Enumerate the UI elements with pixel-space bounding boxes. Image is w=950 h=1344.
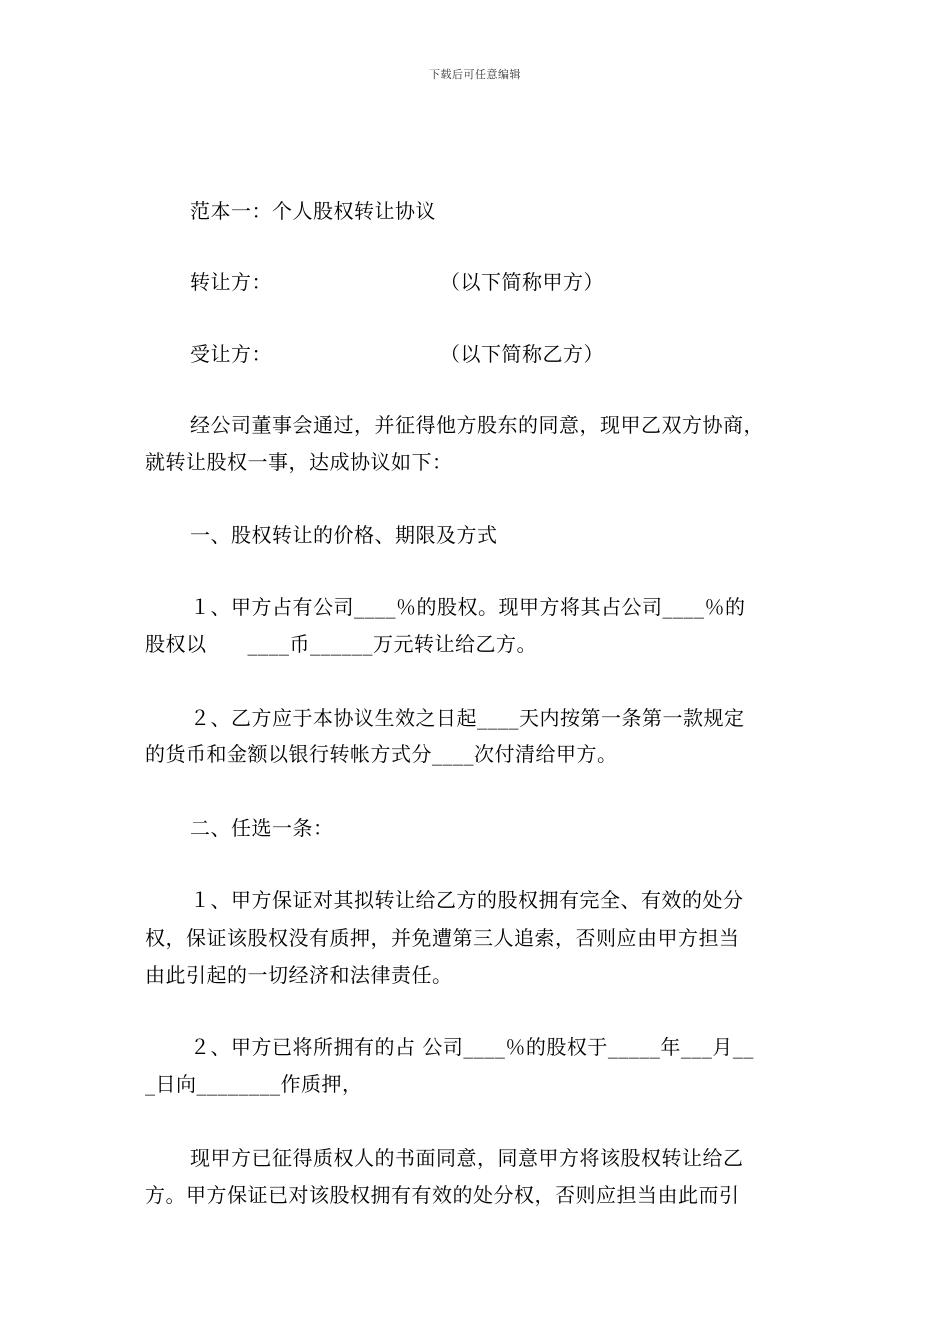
section2-item2-line-1: ２、甲方已将所拥有的占 公司____％的股权于_____年___月__ [190, 1035, 754, 1059]
transferee-label: 受让方： [190, 342, 272, 366]
transferee-note: （以下简称乙方） [440, 342, 604, 366]
transferor-label: 转让方： [190, 270, 272, 294]
section2-item1-line-2: 权，保证该股权没有质押，并免遭第三人追索，否则应由甲方担当 [145, 926, 740, 950]
intro-line-2: 就转让股权一事，达成协议如下： [145, 450, 453, 474]
section2-heading: 二、任选一条： [190, 816, 334, 840]
section2-para-line-2: 方。甲方保证已对该股权拥有有效的处分权，否则应担当由此而引 [145, 1183, 740, 1207]
header-note: 下载后可任意编辑 [429, 68, 521, 81]
section1-heading: 一、股权转让的价格、期限及方式 [190, 523, 498, 547]
transferor-note: （以下简称甲方） [440, 270, 604, 294]
section1-item1-line-2: 股权以 ____币______万元转让给乙方。 [145, 632, 537, 656]
section1-item1-line-1: １、甲方占有公司____％的股权。现甲方将其占公司____％的 [190, 595, 746, 619]
section1-item2-line-2: 的货币和金额以银行转帐方式分____次付清给甲方。 [145, 742, 618, 766]
section2-item1-line-3: 由此引起的一切经济和法律责任。 [145, 963, 453, 987]
section1-item2-line-1: ２、乙方应于本协议生效之日起____天内按第一条第一款规定 [190, 706, 745, 730]
section2-para-line-1: 现甲方已征得质权人的书面同意，同意甲方将该股权转让给乙 [190, 1146, 744, 1170]
intro-line-1: 经公司董事会通过，并征得他方股东的同意，现甲乙双方协商， [190, 413, 764, 437]
document-title: 范本一：个人股权转让协议 [190, 199, 436, 223]
section2-item2-line-2: _日向________作质押， [145, 1072, 363, 1096]
section2-item1-line-1: １、甲方保证对其拟转让给乙方的股权拥有完全、有效的处分 [190, 888, 744, 912]
